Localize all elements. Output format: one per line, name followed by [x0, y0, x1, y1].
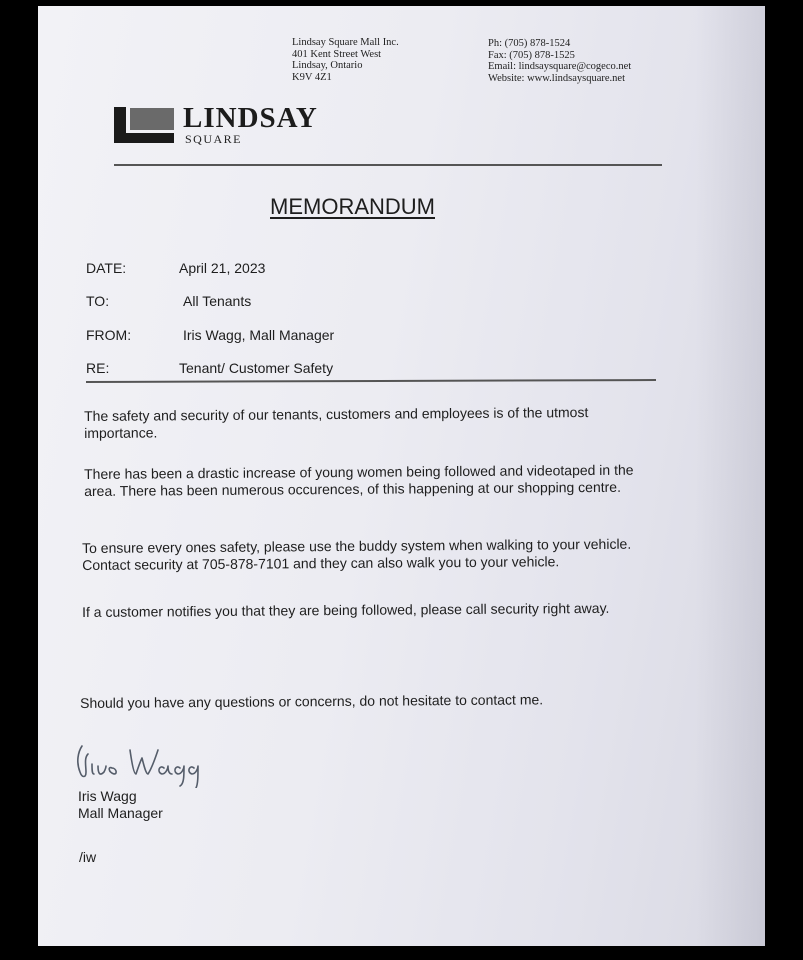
memo-title: MEMORANDUM [270, 194, 435, 219]
signatory-name: Iris Wagg [78, 788, 137, 804]
address-line: K9V 4Z1 [292, 71, 332, 83]
date-label: DATE: [86, 260, 127, 276]
lindsay-logo-icon [112, 105, 176, 145]
memo-paragraph-4: If a customer notifies you that they are being followed, please call security right away. [82, 599, 610, 620]
memo-paper [38, 6, 765, 946]
email-line: Email: lindsaysquare@cogeco.net [488, 61, 632, 72]
to-value: All Tenants [183, 293, 252, 309]
logo-subtitle: SQUARE [185, 132, 243, 146]
re-label: RE: [86, 360, 110, 376]
memo-paragraph-3: To ensure every ones safety, please use the buddy system when walking to your vehicle. Contact security at 705-878-7101 and they can also walk you to your vehicle. [82, 535, 632, 573]
re-value: Tenant/ Customer Safety [179, 360, 334, 376]
fields-divider [86, 379, 656, 382]
mall-contact-block [488, 38, 631, 84]
memo-paragraph-1: The safety and security of our tenants, customers and employees is of the utmost importance. [84, 404, 589, 441]
logo-name: LINDSAY [183, 102, 318, 134]
address-line: Lindsay, Ontario [292, 60, 363, 71]
paper-shade [695, 6, 765, 946]
address-line: Lindsay Square Mall Inc. [292, 37, 399, 48]
signatory-title: Mall Manager [78, 805, 163, 821]
header-divider [114, 164, 662, 166]
address-line: 401 Kent Street West [292, 48, 382, 60]
memo-paragraph-5: Should you have any questions or concerns, do not hesitate to contact me. [80, 691, 544, 711]
typist-initials: /iw [79, 849, 97, 865]
fax-line: Fax: (705) 878-1525 [488, 49, 575, 61]
phone-line: Ph: (705) 878-1524 [488, 38, 571, 49]
date-value: April 21, 2023 [179, 260, 266, 276]
memo-paragraph-2: There has been a drastic increase of young women being followed and videotaped in the area. There has been numerous occurences, of this happening at our shopping centre. [84, 461, 634, 499]
from-value: Iris Wagg, Mall Manager [183, 327, 335, 343]
handwritten-signature [72, 728, 222, 788]
from-label: FROM: [86, 327, 132, 343]
to-label: TO: [86, 293, 110, 309]
mall-address-block [292, 37, 399, 83]
website-line: Website: www.lindsaysquare.net [488, 72, 625, 84]
